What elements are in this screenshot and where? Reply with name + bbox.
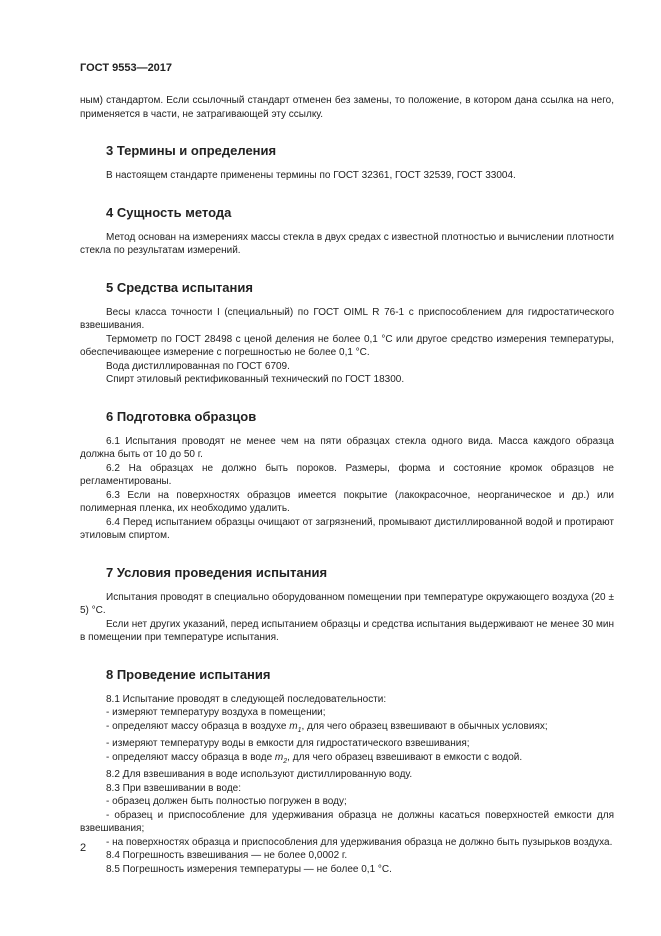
page-header: ГОСТ 9553—2017 [80, 62, 173, 74]
page-number: 2 [80, 842, 87, 854]
section-3 [80, 143, 614, 183]
section-6 [80, 409, 614, 543]
list-item [80, 751, 614, 769]
text-span: - определяют массу образца в воздухе [106, 720, 290, 732]
paragraph: Испытания проводят в специально оборудованном помещении при температуре окружающего воздуха (20 ± 5) °С. [80, 591, 614, 616]
section-heading: 5 Средства испытания [106, 279, 253, 295]
section-8 [80, 667, 614, 877]
section-heading: 6 Подготовка образцов [106, 408, 257, 424]
section-5 [80, 280, 614, 387]
paragraph: Спирт этиловый ректификованный технический по ГОСТ 18300. [106, 374, 405, 385]
list-item: - образец должен быть полностью погружен в воду; [106, 796, 347, 807]
paragraph: 6.4 Перед испытанием образцы очищают от загрязнений, промывают дистиллированной водой и протирают этиловым спиртом. [80, 516, 614, 541]
math-symbol: $m_1$ [289, 720, 302, 734]
text-span: , для чего образец взвешивают в обычных условиях; [301, 720, 548, 732]
section-heading: 7 Условия проведения испытания [106, 564, 328, 580]
text-span: , для чего образец взвешивают в емкости с водой. [287, 751, 523, 763]
list-item: - образец и приспособление для удерживания образца не должны касаться поверхностей емкости для взвешивания; [80, 809, 614, 834]
paragraph: 8.2 Для взвешивания в воде используют дистиллированную воду. [106, 769, 413, 780]
paragraph: В настоящем стандарте применены термины по ГОСТ 32361, ГОСТ 32539, ГОСТ 33004. [106, 170, 516, 181]
list-item: - на поверхностях образца и приспособления для удерживания образца не должно быть пузырьков воздуха. [106, 836, 613, 848]
paragraph: 8.3 При взвешивании в воде: [106, 782, 241, 794]
list-item: - измеряют температуру воды в емкости для гидростатического взвешивания; [106, 738, 470, 749]
paragraph: 8.4 Погрешность взвешивания — не более 0,0002 г. [106, 850, 348, 861]
paragraph: 8.1 Испытание проводят в следующей последовательности: [106, 693, 387, 705]
intro-paragraph: ным) стандартом. Если ссылочный стандарт отменен без замены, то положение, в котором дана ссылка на него, применяется в части, не затрагивающей эту ссылку. [80, 95, 614, 120]
paragraph: 6.3 Если на поверхностях образцов имеется покрытие (лакокрасочное, неорганическое и др.) или полимерная пленка, их необходимо удалить. [80, 489, 614, 514]
paragraph: Метод основан на измерениях массы стекла в двух средах с известной плотностью и вычислении плотности стекла по результатам измерений. [80, 231, 614, 256]
paragraph: 6.1 Испытания проводят не менее чем на пяти образцах стекла одного вида. Масса каждого образца должна быть от 10 до 50 г. [80, 435, 614, 460]
section-heading: 3 Термины и определения [106, 143, 277, 158]
section-4 [80, 205, 614, 258]
list-item: - измеряют температуру воздуха в помещении; [106, 707, 326, 718]
paragraph: 6.2 На образцах не должно быть пороков. Размеры, форма и состояние кромок образцов не регламентированы. [80, 462, 614, 487]
section-7 [80, 565, 614, 645]
list-item [80, 720, 614, 738]
paragraph: Если нет других указаний, перед испытанием образцы и средства испытания выдерживают не менее 30 мин в помещении при температуре испытания. [80, 618, 614, 643]
math-symbol: $m_2$ [274, 751, 288, 765]
paragraph: Весы класса точности I (специальный) по ГОСТ OIML R 76-1 с приспособлением для гидростатического взвешивания. [80, 306, 614, 331]
section-heading: 4 Сущность метода [106, 204, 232, 220]
paragraph: Термометр по ГОСТ 28498 с ценой деления не более 0,1 °С или другое средство измерения температуры, обеспечивающее измерение с погрешностью не более 0,1 °С. [80, 333, 614, 358]
text-span: - определяют массу образца в воде [106, 751, 275, 763]
paragraph: 8.5 Погрешность измерения температуры — не более 0,1 °С. [106, 863, 392, 875]
paragraph: Вода дистиллированная по ГОСТ 6709. [106, 360, 290, 372]
document-body [80, 94, 614, 876]
section-heading: 8 Проведение испытания [106, 666, 271, 682]
